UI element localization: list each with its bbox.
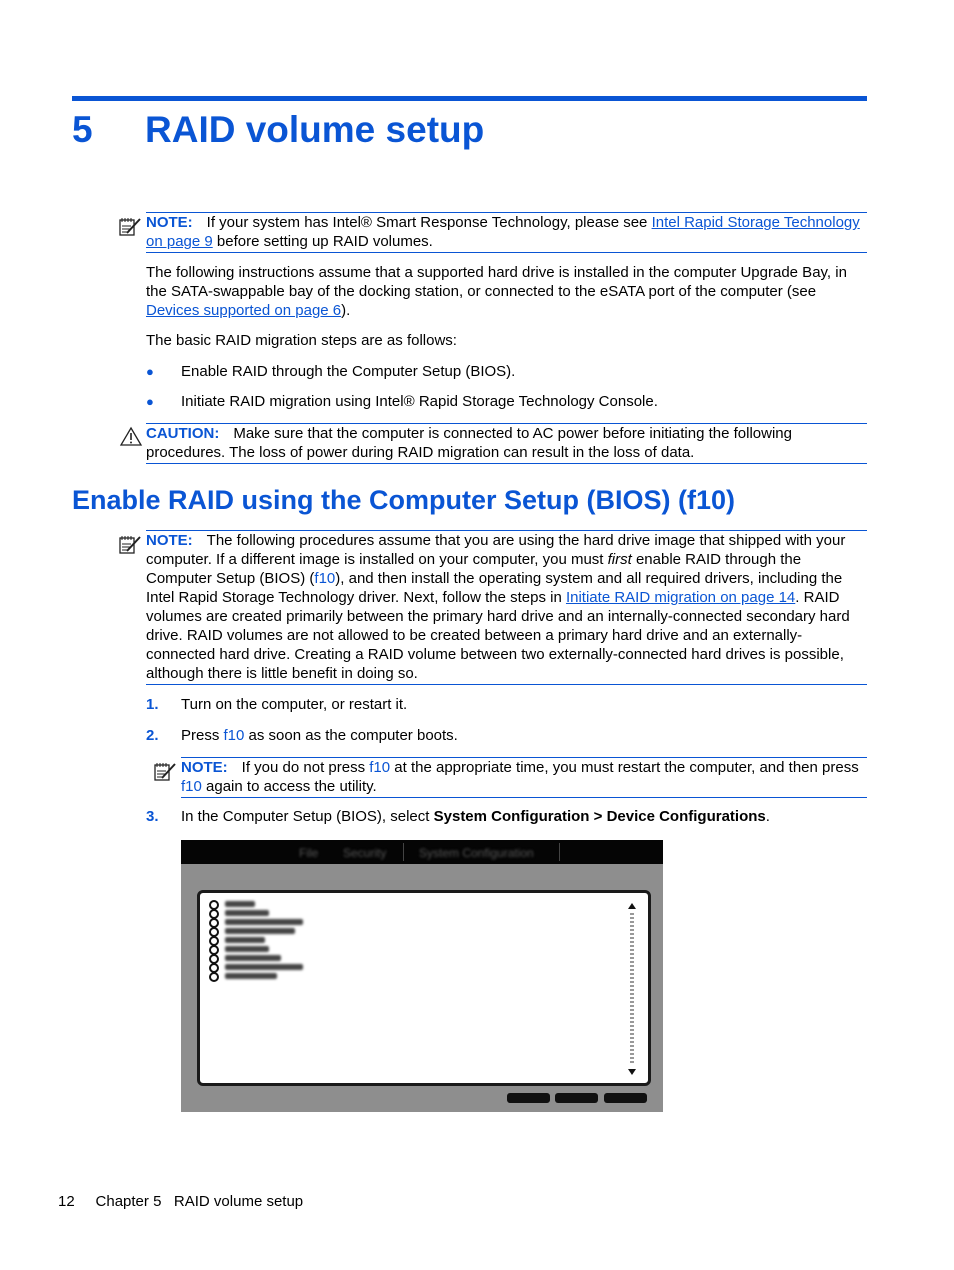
bullet-text: Enable RAID through the Computer Setup (BIOS). <box>181 363 516 380</box>
note-text: The following procedures assume that you are using the hard drive image that shipped with your computer. If a different image is installed on your computer, you must <box>146 532 846 568</box>
key-f10: f10 <box>369 759 391 776</box>
section-title: Enable RAID using the Computer Setup (BIOS) (f10) <box>72 485 736 515</box>
bullet-icon: ● <box>146 364 154 379</box>
note-text: at the appropriate time, you must restart the computer, and then press <box>390 759 859 776</box>
link-intel-rapid-storage[interactable]: Intel Rapid Storage Technology on page 9 <box>146 214 860 250</box>
footer-chapter: Chapter 5 <box>95 1193 162 1210</box>
note-label: NOTE: <box>146 214 193 231</box>
bios-option-label <box>225 928 295 934</box>
radio-icon <box>209 972 219 982</box>
step-text-part: In the Computer Setup (BIOS), select <box>181 808 434 825</box>
bios-scroll-track <box>630 913 634 1063</box>
step-text <box>181 807 770 826</box>
step-number: 3. <box>146 808 159 825</box>
bios-menu-separator <box>559 843 560 861</box>
caution-text: Make sure that the computer is connected to AC power before initiating the following procedures. The loss of power during RAID migration can result in the loss of data. <box>146 425 792 461</box>
bullet-text: Initiate RAID migration using Intel® Rapid Storage Technology Console. <box>181 393 658 410</box>
menu-path: System Configuration > Device Configurations <box>433 808 766 825</box>
link-initiate-raid-migration[interactable]: Initiate RAID migration on page 14 <box>565 589 796 606</box>
bullet-icon: ● <box>146 394 154 409</box>
link-devices-supported[interactable]: Devices supported on page 6 <box>146 302 342 319</box>
caution-label: CAUTION: <box>146 425 220 442</box>
page-number: 12 <box>58 1193 75 1210</box>
note-text: enable RAID through the Computer Setup (BIOS) ( <box>146 551 802 587</box>
bios-option-label <box>225 901 255 907</box>
bios-menu-system-configuration: System Configuration <box>419 846 534 860</box>
bios-menu-file: File <box>299 846 319 860</box>
key-f10: f10 <box>223 727 245 744</box>
emphasis-first: first <box>607 551 632 568</box>
step-text: Turn on the computer, or restart it. <box>181 696 408 713</box>
bios-button <box>604 1093 647 1103</box>
note-smart-response <box>146 212 867 253</box>
step-text <box>181 726 458 745</box>
step-text-part: as soon as the computer boots. <box>244 727 458 744</box>
note-icon <box>118 216 142 236</box>
note-label: NOTE: <box>181 759 228 776</box>
key-f10: f10 <box>181 778 202 795</box>
bios-option-label <box>225 955 281 961</box>
note-f10-timing <box>181 757 867 798</box>
bios-option-label <box>225 919 303 925</box>
step-number: 1. <box>146 696 159 713</box>
bios-option-label <box>225 937 265 943</box>
steps-intro: The basic RAID migration steps are as follows: <box>146 332 457 349</box>
note-text-end: before setting up RAID volumes. <box>212 233 433 250</box>
intro-text: The following instructions assume that a supported hard drive is installed in the computer Upgrade Bay, in the SATA-swappable bay of the docking station, or connected to the eSATA port of the computer (see <box>146 264 847 300</box>
chapter-number: 5 <box>72 109 93 150</box>
note-text: . RAID volumes are created primarily between the primary hard drive and an internally-connected secondary hard drive. RAID volumes are not allowed to be created between a primary hard drive and an externally- connected hard drive. Creating a RAID volume between two externally-connected hard drives is possible, although there is little benefit in doing so. <box>146 589 850 682</box>
bios-button <box>507 1093 550 1103</box>
bios-option-label <box>225 910 269 916</box>
note-text: If you do not press <box>241 759 370 776</box>
chapter-title-text: RAID volume setup <box>145 109 485 150</box>
bios-menu-bar <box>181 840 663 864</box>
note-text: again to access the utility. <box>201 778 377 795</box>
bios-option-label <box>225 946 269 952</box>
intro-paragraph <box>146 263 866 320</box>
page-footer <box>58 1192 303 1211</box>
step-text-part: Press <box>181 727 224 744</box>
footer-title: RAID volume setup <box>173 1193 304 1210</box>
chapter-rule <box>72 96 867 101</box>
key-f10: f10 <box>314 570 336 587</box>
step-text-part: . <box>765 808 770 825</box>
warning-icon <box>119 426 143 446</box>
note-text: ), and then install the operating system and all required drivers, including the Intel Rapid Storage Technology driver. Next, follow the steps in <box>146 570 843 606</box>
note-text: If your system has Intel® Smart Response Technology, please see <box>206 214 652 231</box>
bios-menu-security: Security <box>343 846 387 860</box>
chapter-title <box>72 106 484 154</box>
bios-option-label <box>225 973 277 979</box>
note-icon <box>153 761 177 781</box>
bios-scrollbar <box>628 903 636 1075</box>
step-number: 2. <box>146 727 159 744</box>
note-icon <box>118 534 142 554</box>
note-procedures <box>146 530 867 685</box>
bios-panel <box>197 890 651 1086</box>
caution-box <box>146 423 867 464</box>
intro-text-end: ). <box>341 302 351 319</box>
bios-button <box>555 1093 598 1103</box>
note-label: NOTE: <box>146 532 193 549</box>
bios-screenshot <box>181 840 663 1112</box>
bios-menu-separator <box>403 843 404 861</box>
bios-option-label <box>225 964 303 970</box>
